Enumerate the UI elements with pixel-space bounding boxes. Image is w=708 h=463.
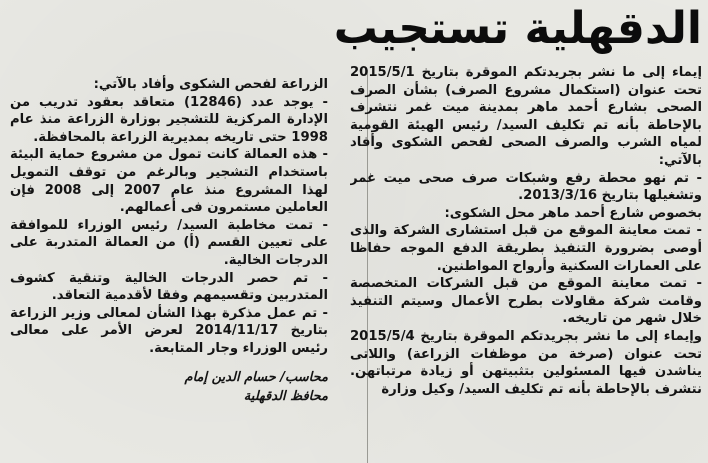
paragraph-pm-request: - تمت مخاطبة السيد/ رئيس الوزراء للموافقة على تعيين القسم (أ) من العمالة المتدربة على الدرجات الخالية.	[10, 217, 328, 268]
paragraph-contractor: - تمت معاينة الموقع من قبل الشركات المتخصصة وقامت شركة مقاولات بطرح الأعمال وسيتم التنفيذ خلال شهر من تاريخه.	[350, 276, 702, 327]
signature-title: محافظ الدقهلية	[243, 388, 328, 404]
right-column	[350, 64, 702, 463]
paragraph-intro: إيماء إلى ما نشر بجريدتكم الموقرة بتاريخ 2015/5/1 تحت عنوان (استكمال مشروع الصرف) بشأن الصرف الصحى بشارع أحمد ماهر بمدينة ميت غمر نتشرف بالإحاطة بأنه تم تكليف السيد/ رئيس الهيئة القومية لمياه الشرب والصرف الصحى لفحص الشكوى وأفاد بالآتي:	[350, 65, 702, 168]
left-column	[10, 76, 328, 406]
paragraph-street-heading: بخصوص شارع أحمد ماهر محل الشكوى:	[444, 205, 702, 221]
paragraph-funding: - هذه العمالة كانت تمول من مشروع حماية البيئة باستخدام التشجير وبالرغم من توقف التمويل لهذا المشروع منذ عام 2007 إلى 2008 فإن العاملين مستمرون فى أعمالهم.	[10, 147, 329, 216]
paragraph-consultant: - تمت معاينة الموقع من قبل استشارى الشركة والذى أوصى بضرورة التنفيذ بطريقة الدفع الموجه حفاظا على العمارات السكنية وأرواح المواطنين.	[350, 223, 702, 274]
paragraph-grades-count: - تم حصر الدرجات الخالية وتنقية كشوف المتدربين وتقسيمهم وفقا لأقدمية التعاقد.	[10, 270, 328, 304]
paragraph-second-complaint: وإيماء إلى ما نشر بجريدتكم الموقرة بتاريخ 2015/5/4 تحت عنوان (صرخة من موظفات الزراعة) واللاتى يناشدن فيها المسئولين بتثبيتهن أو زيادة مرتباتهن. نتشرف بالإحاطة بأنه تم تكليف السيد/ وكيل وزارة	[350, 328, 702, 397]
signature-name: محاسب/ حسام الدين إمام	[184, 369, 328, 385]
paragraph-station: - تم نهو محطة رفع وشبكات صرف صحى ميت غمر وتشغيلها بتاريخ 2013/3/16.	[350, 170, 702, 204]
paragraph-trainees-count: - يوجد عدد (12846) متعاقد بعقود تدريب من الإدارة المركزية للتشجير بوزارة الزراعة منذ عام 1998 حتى تاريخه بمديرية الزراعة بالمحافظة.	[10, 94, 328, 145]
signature-block	[10, 368, 328, 406]
paragraph-continuation: الزراعة لفحص الشكوى وأفاد بالآتي:	[93, 77, 328, 92]
headline: الدقهلية تستجيب	[333, 3, 702, 54]
paragraph-memo: - تم عمل مذكرة بهذا الشأن لمعالى وزير الزراعة بتاريخ 2014/11/17 لعرض الأمر على معالى رئيس الوزراء وجار المتابعة.	[10, 305, 328, 356]
